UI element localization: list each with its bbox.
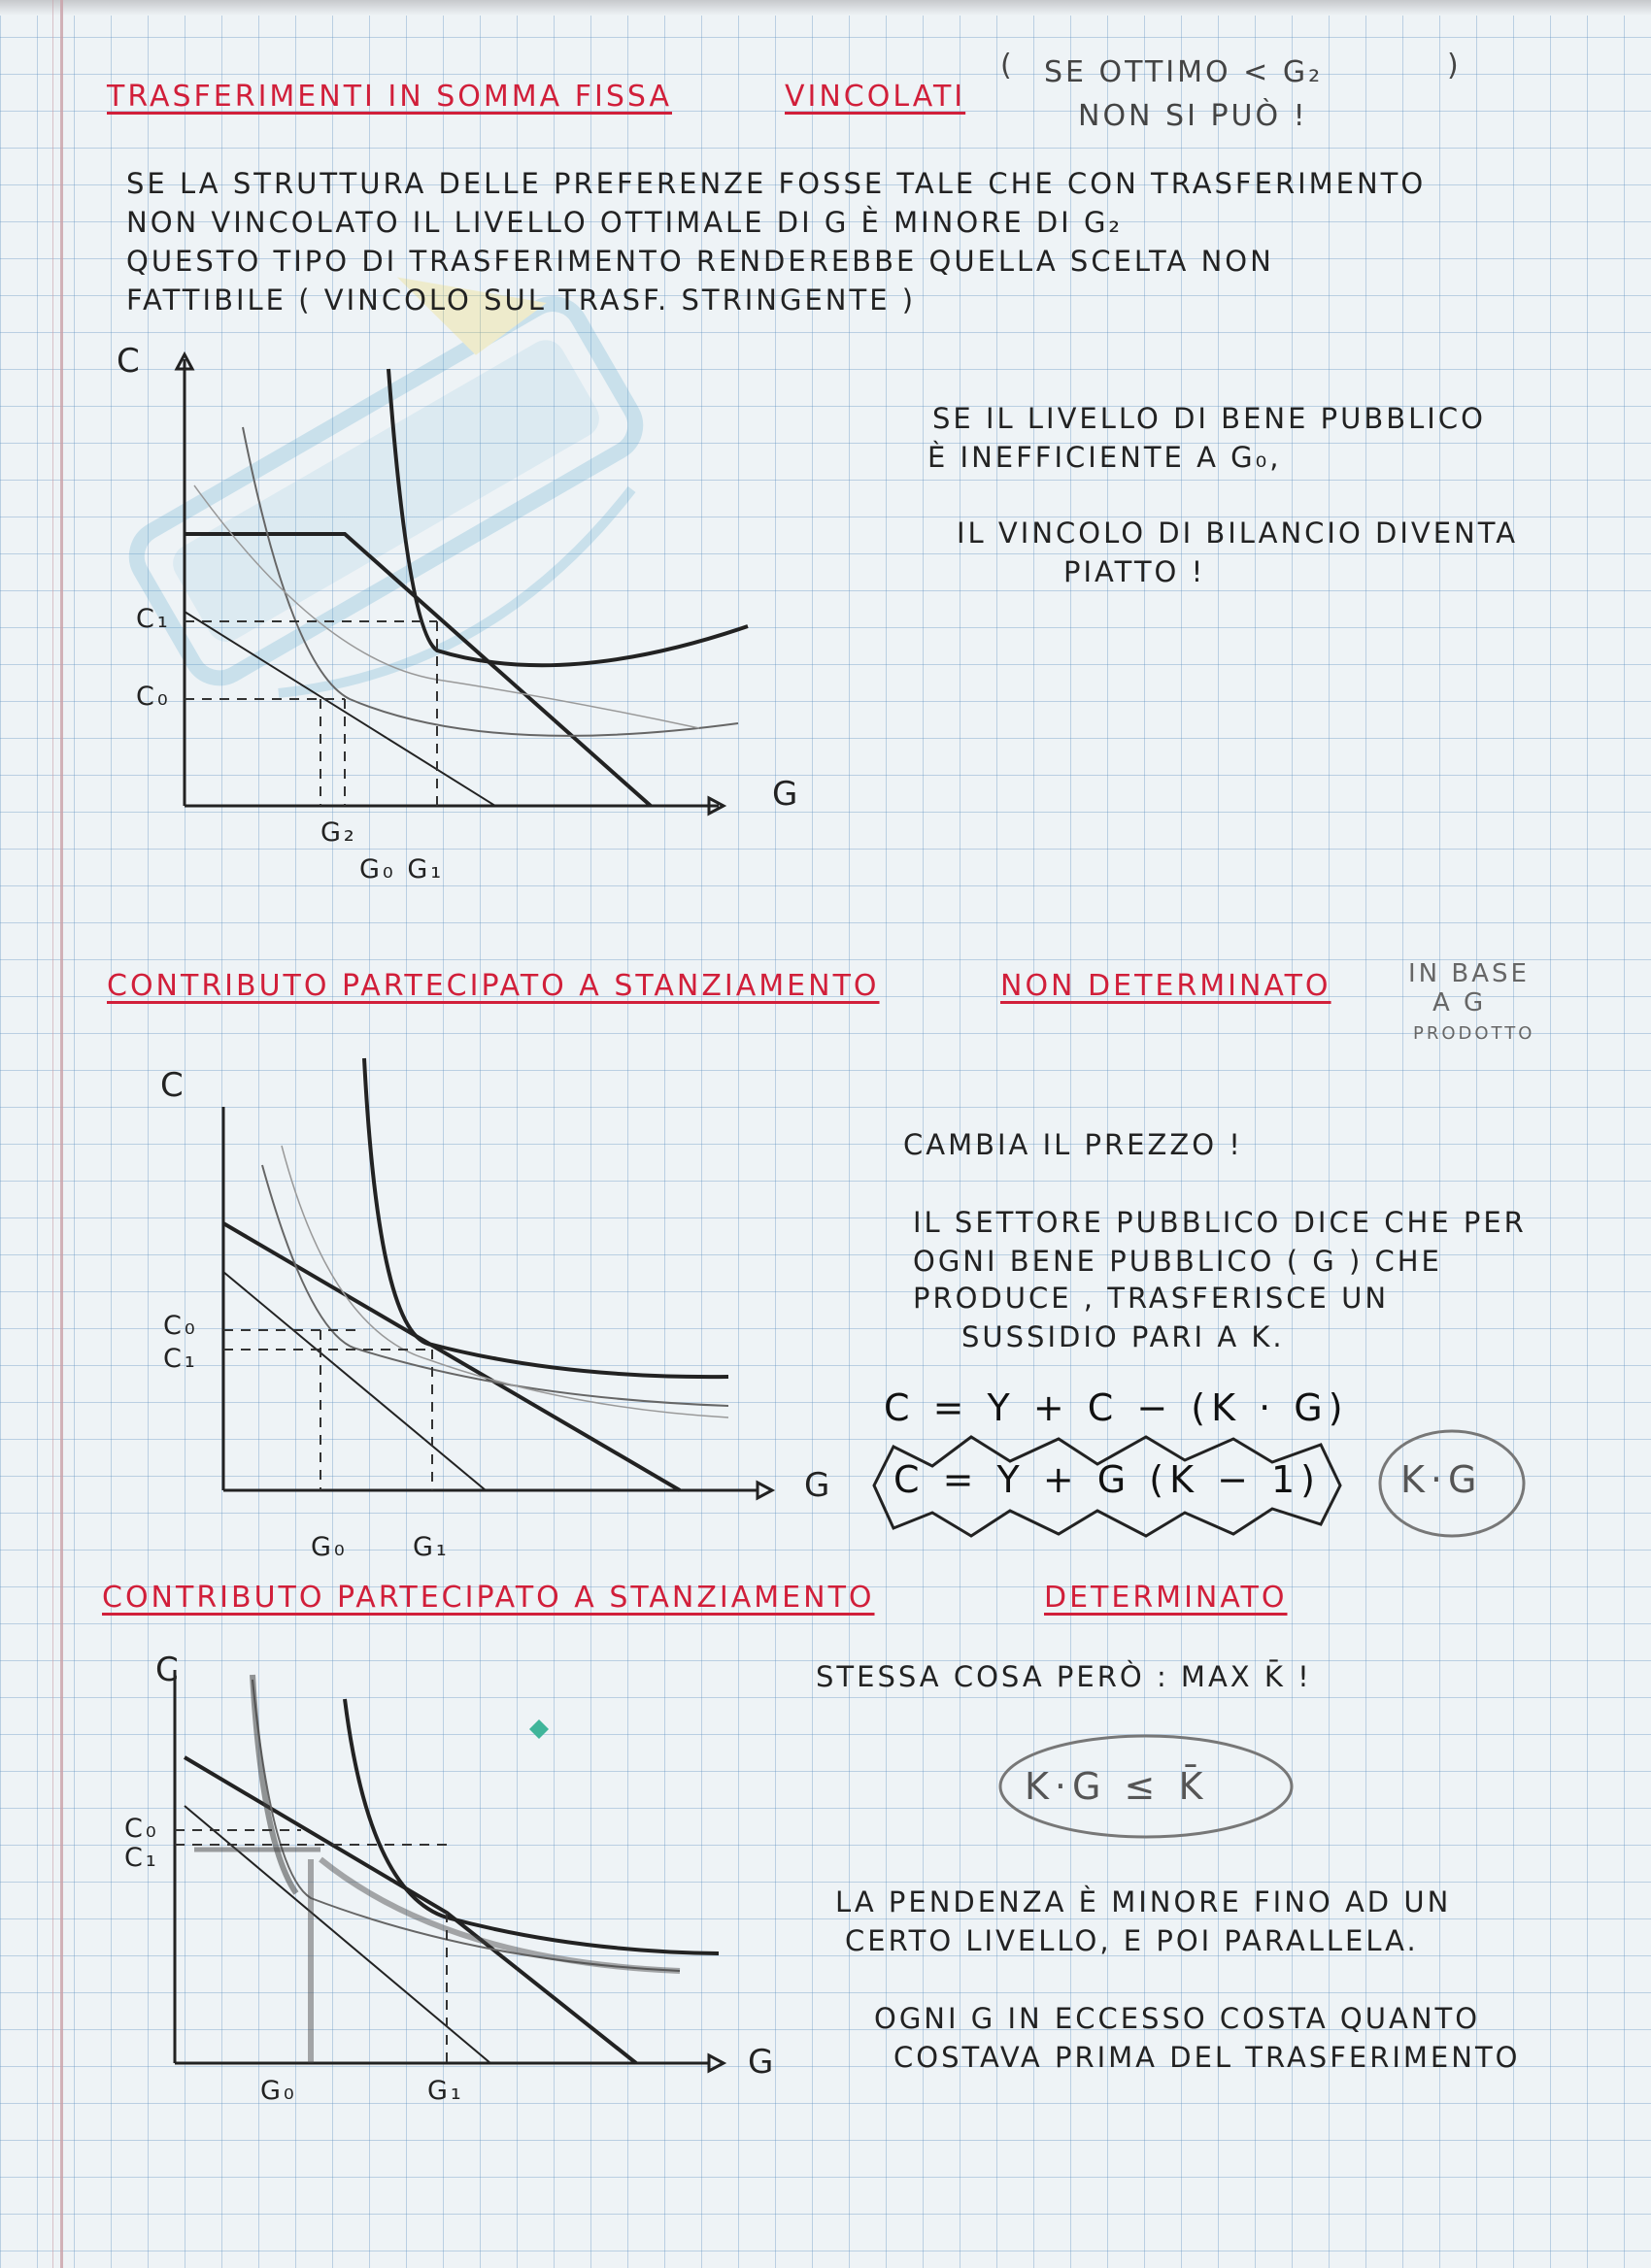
section2-aside-line2: A G [1432,988,1487,1017]
section2-note-line2: OGNI BENE PUBBLICO ( G ) CHE [913,1245,1442,1278]
section1-title-vincolati: VINCOLATI [785,80,966,114]
section3-note2-line2: COSTAVA PRIMA DEL TRASFERIMENTO [893,2041,1521,2074]
margin-line [60,0,63,2268]
section1-aside-line1: SE OTTIMO < G₂ [1044,55,1324,89]
graph3-tick-g1: G₁ [427,2076,464,2106]
section3-note1-line2: CERTO LIVELLO, E POI PARALLELA. [845,1924,1419,1957]
section2-note-line1: IL SETTORE PUBBLICO DICE CHE PER [913,1206,1527,1239]
graph2-tick-c0: C₀ [163,1311,198,1341]
page-top-edge [0,0,1651,16]
section1-note-line1: SE IL LIVELLO DI BENE PUBBLICO [932,402,1486,435]
graph1-tick-g2: G₂ [320,817,357,848]
graph2-tick-c1: C₁ [163,1344,198,1374]
graph1-y-label: C [117,342,143,381]
section2-formula2: C = Y + G (K − 1) [893,1458,1322,1501]
graph1-indifference-low [243,427,738,736]
section1-note-line3: IL VINCOLO DI BILANCIO DIVENTA [957,517,1519,550]
section2-title: CONTRIBUTO PARTECIPATO A STANZIAMENTO [107,969,880,1003]
section1-paragraph-line1: SE LA STRUTTURA DELLE PREFERENZE FOSSE TALE CHE CON TRASFERIMENTO [126,167,1427,200]
graph1-budget-line-original [185,612,495,806]
graph1-budget-line-constrained [185,534,651,806]
graph3 [126,1651,826,2107]
section2-title-non-determinato: NON DETERMINATO [1000,969,1331,1003]
section1-aside-paren-right: ) [1447,49,1462,83]
section2-aside-line3: PRODOTTO [1413,1023,1535,1044]
graph1-tick-c1: C₁ [136,604,171,634]
graph3-y-label: C [155,1651,182,1689]
section2-note-line3: PRODUCE , TRASFERISCE UN [913,1282,1390,1315]
section2-circled-kg: K·G [1400,1458,1483,1501]
graph1 [97,340,835,884]
graph3-x-arrow [709,2055,724,2071]
graph1-x-label: G [772,775,801,814]
graph2-indifference-high [364,1058,728,1377]
graph2-x-arrow [758,1483,772,1498]
margin-line-thin [52,0,53,2268]
graph3-tick-c0: C₀ [124,1814,159,1844]
section3-note2-line1: OGNI G IN ECCESSO COSTA QUANTO [874,2002,1481,2035]
section3-note1-line1: LA PENDENZA È MINORE FINO AD UN [835,1885,1452,1918]
section2-formula1: C = Y + C − (K · G) [884,1386,1349,1429]
graph3-tick-c1: C₁ [124,1843,159,1873]
graph1-tick-c0: C₀ [136,682,171,712]
graph1-indifference-mid [194,485,699,728]
section1-note-line4: PIATTO ! [1063,555,1206,588]
graph2-x-label: G [804,1466,833,1505]
section1-aside-paren-left: ( [1000,49,1015,83]
section1-note-line2: È INEFFICIENTE A G₀, [927,441,1282,474]
section3-title-determinato: DETERMINATO [1044,1581,1288,1615]
section2-note-title: CAMBIA IL PREZZO ! [903,1128,1243,1161]
section1-paragraph-line4: FATTIBILE ( VINCOLO SUL TRASF. STRINGENTE ) [126,284,917,317]
graph2 [146,1049,845,1534]
section3-note-title: STESSA COSA PERÒ : MAX K̄ ! [816,1660,1312,1693]
graph2-budget-line-subsidized [223,1223,680,1490]
graph2-budget-line-original [223,1272,486,1490]
section3-circled-constraint: K·G ≤ K̄ [1025,1765,1209,1808]
graph3-budget-line-kinked [185,1757,636,2063]
graph1-tick-g0-g1: G₀ G₁ [359,854,445,884]
graph2-tick-g0: G₀ [311,1532,348,1562]
graph3-shading-curve [253,1675,296,1893]
section1-aside-line2: NON SI PUÒ ! [1078,99,1308,133]
graph3-x-label: G [748,2043,777,2082]
section2-aside-line1: IN BASE [1408,959,1530,988]
section3-title: CONTRIBUTO PARTECIPATO A STANZIAMENTO [102,1581,875,1615]
graph3-indifference-high [345,1699,719,1953]
section1-paragraph-line2: NON VINCOLATO IL LIVELLO OTTIMALE DI G È MINORE DI G₂ [126,206,1124,239]
section2-note-line4: SUSSIDIO PARI A K. [961,1320,1285,1353]
section1-title: TRASFERIMENTI IN SOMMA FISSA [107,80,672,114]
graph2-y-label: C [160,1066,186,1105]
section1-paragraph-line3: QUESTO TIPO DI TRASFERIMENTO RENDEREBBE QUELLA SCELTA NON [126,245,1274,278]
graph2-tick-g1: G₁ [413,1532,450,1562]
graph3-tick-g0: G₀ [260,2076,297,2106]
